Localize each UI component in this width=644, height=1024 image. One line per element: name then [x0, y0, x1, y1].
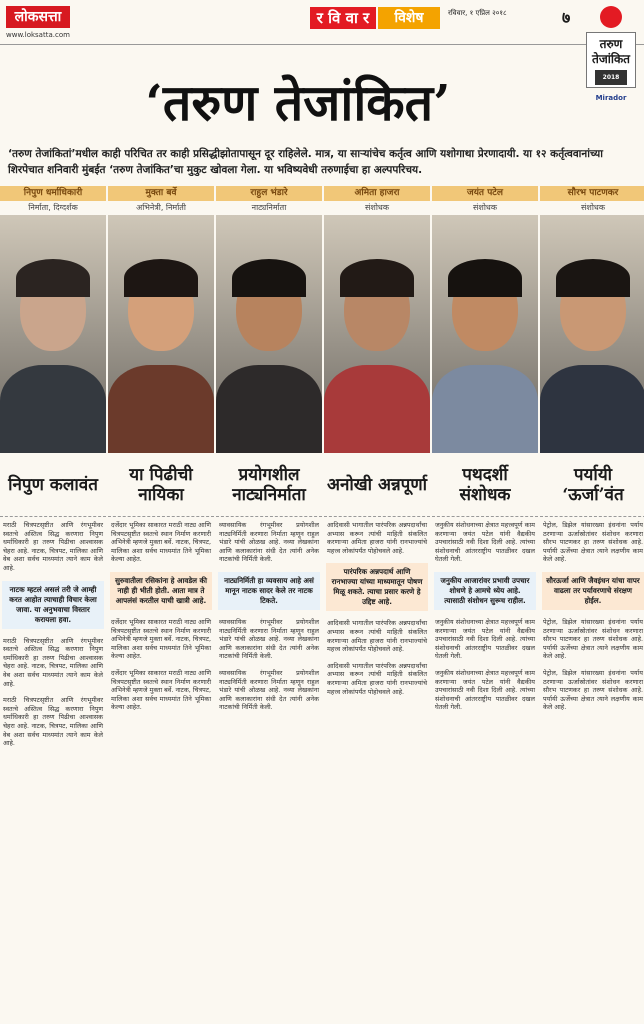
- profile-photo: [540, 215, 644, 453]
- photo-body: [432, 365, 538, 453]
- profile-column: [0, 186, 106, 1024]
- profile-photo: [432, 215, 538, 453]
- award-title-2: तेजांकित: [591, 52, 631, 66]
- photo-hair: [340, 259, 414, 297]
- profile-headline: पर्यायी ‘ऊर्जा’वंत: [540, 453, 644, 517]
- profile-quote: पारंपरिक अन्नपदार्थ आणि रानभाज्या यांच्या माध्यमातून पोषण मिळू शकते. त्याचा प्रसार करणे हे उद्दिष्ट आहे.: [326, 563, 428, 611]
- profile-role: नाट्यनिर्माता: [251, 203, 287, 212]
- section-sublabel: विशेष: [378, 7, 440, 29]
- photo-hair: [232, 259, 306, 297]
- photo-hair: [124, 259, 198, 297]
- section-label: र वि वा र: [310, 7, 376, 29]
- profile-body-extra: व्यावसायिक रंगभूमीवर प्रयोगशील नाट्यनिर्मिती करणारा निर्माता म्हणून राहुल भंडारे यांची ओळख आहे. नव्या लेखकांना आणि कलाकारांना संधी देत त्यांनी अनेक नाटकांची निर्मिती केली.: [219, 668, 319, 712]
- profile-quote: जनुकीय आजारांवर प्रभावी उपचार शोधणे हे आमचे ध्येय आहे. त्यासाठी संशोधन सुरूच राहील.: [434, 572, 536, 610]
- profile-photo: [108, 215, 214, 453]
- profile-quote: सौरऊर्जा आणि जैवइंधन यांचा वापर वाढला तर पर्यावरणाचे संरक्षण होईल.: [542, 572, 644, 610]
- profile-body-more: मराठी चित्रपटसृष्टीत आणि रंगभूमीवर स्वतःचे अस्तित्व सिद्ध करणारा निपुण धर्माधिकारी हा तरुण पिढीचा आश्वासक चेहरा आहे. नाटक, चित्रपट, मालिका आणि वेब अशा सर्वच माध्यमांत त्याने काम केले आहे.: [3, 636, 103, 688]
- intro-paragraph: ‘तरुण तेजांकितां’मधील काही परिचित तर काही प्रसिद्धीझोतापासून दूर राहिलेले. मात्र, या साऱ्यांचेच कर्तृत्व आणि यशोगाथा प्रेरणादायी. या १२ कर्तृत्ववानांच्या शिरपेचात शनिवारी मुंबईत ‘तरुण तेजांकित’चा मुकुट खोवला गेला. या भविष्यवेधी तरुणाईचा हा अल्पपरिचय.: [8, 148, 603, 176]
- page-title: ‘तरुण तेजांकित’: [145, 73, 451, 132]
- photo-body: [0, 365, 106, 453]
- profile-body: मराठी चित्रपटसृष्टीत आणि रंगभूमीवर स्वतःचे अस्तित्व सिद्ध करणारा निपुण धर्माधिकारी हा तरुण पिढीचा आश्वासक चेहरा आहे. नाटक, चित्रपट, मालिका आणि वेब अशा सर्वच माध्यमांत त्याने काम केले आहे.: [3, 521, 103, 572]
- profile-role: संशोधक: [581, 203, 605, 212]
- photo-hair: [556, 259, 630, 297]
- photo-hair: [16, 259, 90, 297]
- sponsor-logo: Mirador: [595, 94, 627, 102]
- profile-body: जनुकीय संशोधनाच्या क्षेत्रात महत्त्वपूर्ण काम करणाऱ्या जयंत पटेल यांनी वैद्यकीय उपचारांसाठी नवी दिशा दिली आहे. त्यांच्या संशोधनाची आंतरराष्ट्रीय पातळीवर दखल घेतली गेली.: [435, 521, 535, 564]
- profile-body-extra: जनुकीय संशोधनाच्या क्षेत्रात महत्त्वपूर्ण काम करणाऱ्या जयंत पटेल यांनी वैद्यकीय उपचारांसाठी नवी दिशा दिली आहे. त्यांच्या संशोधनाची आंतरराष्ट्रीय पातळीवर दखल घेतली गेली.: [435, 668, 535, 712]
- profile-column: [540, 186, 644, 1024]
- photo-body: [108, 365, 214, 453]
- profile-headline: अनोखी अन्नपूर्णा: [324, 453, 430, 517]
- award-logo: [586, 32, 636, 88]
- profile-body-more: जनुकीय संशोधनाच्या क्षेत्रात महत्त्वपूर्ण काम करणाऱ्या जयंत पटेल यांनी वैद्यकीय उपचारांसाठी नवी दिशा दिली आहे. त्यांच्या संशोधनाची आंतरराष्ट्रीय पातळीवर दखल घेतली गेली.: [435, 617, 535, 661]
- profile-body: दर्जेदार भूमिका साकारत मराठी नाट्य आणि चित्रपटसृष्टीत स्वतःचे स्थान निर्माण करणारी अभिनेत्री म्हणजे मुक्ता बर्वे. नाटक, चित्रपट, मालिका अशा सर्वच माध्यमांत तिने भूमिका केल्या आहेत.: [111, 521, 211, 564]
- profile-body-extra: मराठी चित्रपटसृष्टीत आणि रंगभूमीवर स्वतःचे अस्तित्व सिद्ध करणारा निपुण धर्माधिकारी हा तरुण पिढीचा आश्वासक चेहरा आहे. नाटक, चित्रपट, मालिका आणि वेब अशा सर्वच माध्यमांत त्याने काम केले आहे.: [3, 696, 103, 748]
- profile-column: [108, 186, 214, 1024]
- newspaper-header: [0, 0, 644, 45]
- profile-role: निर्माता, दिग्दर्शक: [28, 203, 78, 212]
- profile-headline: प्रयोगशील नाट्यनिर्माता: [216, 453, 322, 517]
- profile-photo: [216, 215, 322, 453]
- profile-name: निपुण धर्माधिकारी: [0, 186, 106, 201]
- profile-column: [216, 186, 322, 1024]
- issue-date: रविवार, १ एप्रिल २०१८: [448, 9, 507, 17]
- profile-name: जयंत पटेल: [432, 186, 538, 201]
- profile-body-extra: आदिवासी भागातील पारंपरिक अन्नपदार्थांचा अभ्यास करून त्यांची माहिती संकलित करणाऱ्या अमिता हाजरा यांनी रानभाज्यांचे महत्त्व लोकांपर्यंत पोहोचवले आहे.: [327, 661, 427, 696]
- profile-role: अभिनेत्री, निर्माती: [136, 203, 186, 212]
- profile-body-more: व्यावसायिक रंगभूमीवर प्रयोगशील नाट्यनिर्मिती करणारा निर्माता म्हणून राहुल भंडारे यांची ओळख आहे. नव्या लेखकांना आणि कलाकारांना संधी देत त्यांनी अनेक नाटकांची निर्मिती केली.: [219, 617, 319, 661]
- profile-quote: नाटक म्हटलं असलं तरी जे आम्ही करत आहोत त्याचाही विचार केला जावा. या अनुभवाचा विस्तार करायला हवा.: [2, 581, 104, 629]
- award-badge: [582, 2, 640, 134]
- profile-body: व्यावसायिक रंगभूमीवर प्रयोगशील नाट्यनिर्मिती करणारा निर्माता म्हणून राहुल भंडारे यांची ओळख आहे. नव्या लेखकांना आणि कलाकारांना संधी देत त्यांनी अनेक नाटकांची निर्मिती केली.: [219, 521, 319, 564]
- profile-name: अमिता हाजरा: [324, 186, 430, 201]
- profile-body-extra: दर्जेदार भूमिका साकारत मराठी नाट्य आणि चित्रपटसृष्टीत स्वतःचे स्थान निर्माण करणारी अभिनेत्री म्हणजे मुक्ता बर्वे. नाटक, चित्रपट, मालिका अशा सर्वच माध्यमांत तिने भूमिका केल्या आहेत.: [111, 668, 211, 712]
- newspaper-logo[interactable]: लोकसत्ता: [6, 6, 70, 28]
- profile-body-more: पेट्रोल, डिझेल यांसारख्या इंधनांना पर्याय ठरणाऱ्या ऊर्जास्रोतांवर संशोधन करणारा सौरभ पाटणकर हा तरुण संशोधक आहे. पर्यायी ऊर्जेच्या क्षेत्रात त्याने लक्षणीय काम केले आहे.: [543, 617, 643, 661]
- profile-photo: [0, 215, 106, 453]
- site-url[interactable]: www.loksatta.com: [6, 31, 70, 39]
- profile-photo: [324, 215, 430, 453]
- profile-body: पेट्रोल, डिझेल यांसारख्या इंधनांना पर्याय ठरणाऱ्या ऊर्जास्रोतांवर संशोधन करणारा सौरभ पाटणकर हा तरुण संशोधक आहे. पर्यायी ऊर्जेच्या क्षेत्रात त्याने लक्षणीय काम केले आहे.: [543, 521, 643, 564]
- profile-body-more: आदिवासी भागातील पारंपरिक अन्नपदार्थांचा अभ्यास करून त्यांची माहिती संकलित करणाऱ्या अमिता हाजरा यांनी रानभाज्यांचे महत्त्व लोकांपर्यंत पोहोचवले आहे.: [327, 619, 427, 654]
- profile-quote: सुरुवातीला रसिकांना हे आवडेल की नाही ही भीती होती. आता मात्र ते आपलंसं करतील याची खात्री आहे.: [110, 572, 212, 610]
- profile-role: संशोधक: [365, 203, 389, 212]
- photo-body: [216, 365, 322, 453]
- photo-body: [324, 365, 430, 453]
- photo-hair: [448, 259, 522, 297]
- award-title-1: तरुण: [599, 37, 623, 51]
- profile-body-extra: पेट्रोल, डिझेल यांसारख्या इंधनांना पर्याय ठरणाऱ्या ऊर्जास्रोतांवर संशोधन करणारा सौरभ पाटणकर हा तरुण संशोधक आहे. पर्यायी ऊर्जेच्या क्षेत्रात त्याने लक्षणीय काम केले आहे.: [543, 668, 643, 712]
- profile-body: आदिवासी भागातील पारंपरिक अन्नपदार्थांचा अभ्यास करून त्यांची माहिती संकलित करणाऱ्या अमिता हाजरा यांनी रानभाज्यांचे महत्त्व लोकांपर्यंत पोहोचवले आहे.: [327, 521, 427, 555]
- logo-icon: [600, 6, 622, 28]
- profile-role: संशोधक: [473, 203, 497, 212]
- profile-name: मुक्ता बर्वे: [108, 186, 214, 201]
- page-number: ७: [562, 8, 571, 27]
- profile-name: सौरभ पाटणकर: [540, 186, 644, 201]
- award-year: 2018: [595, 70, 627, 85]
- profile-headline: पथदर्शी संशोधक: [432, 453, 538, 517]
- profile-column: [324, 186, 430, 1024]
- profile-name: राहुल भंडारे: [216, 186, 322, 201]
- profile-column: [432, 186, 538, 1024]
- profile-body-more: दर्जेदार भूमिका साकारत मराठी नाट्य आणि चित्रपटसृष्टीत स्वतःचे स्थान निर्माण करणारी अभिनेत्री म्हणजे मुक्ता बर्वे. नाटक, चित्रपट, मालिका अशा सर्वच माध्यमांत तिने भूमिका केल्या आहेत.: [111, 617, 211, 661]
- profile-quote: नाट्यनिर्मिती हा व्यवसाय आहे असं मानून नाटक सादर केले तर नाटक टिकते.: [218, 572, 320, 610]
- profiles-grid: [0, 186, 644, 1024]
- photo-body: [540, 365, 644, 453]
- profile-headline: निपुण कलावंत: [0, 453, 106, 517]
- profile-headline: या पिढीची नायिका: [108, 453, 214, 517]
